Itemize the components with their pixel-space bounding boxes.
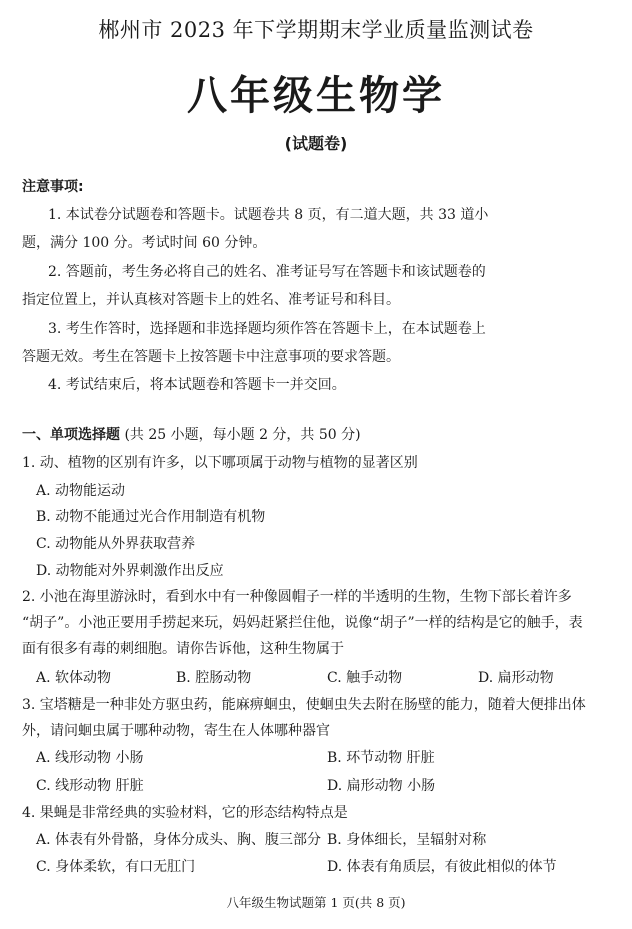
- answer-option: C. 动物能从外界获取营养: [36, 536, 196, 552]
- answer-option: B. 动物不能通过光合作用制造有机物: [36, 509, 266, 525]
- notice-line: 答题无效。考生在答题卡上按答题卡中注意事项的要求答题。: [22, 349, 400, 365]
- question-stem: “胡子”。小池正要用手捞起来玩，妈妈赶紧拦住他，说像“胡子”一样的结构是它的触手，表: [22, 615, 583, 631]
- question-stem: 面有很多有毒的刺细胞。请你告诉他，这种生物属于: [22, 641, 344, 657]
- answer-option: A. 线形动物 小肠: [36, 750, 144, 766]
- paper-type: (试题卷): [284, 134, 348, 153]
- notice-heading: 注意事项:: [22, 179, 84, 195]
- subject-title: 八年级生物学: [187, 73, 445, 119]
- notice-line: 2. 答题前，考生务必将自己的姓名、准考证号写在答题卡和该试题卷的: [48, 264, 486, 280]
- notice-line: 4. 考试结束后，将本试题卷和答题卡一并交回。: [48, 377, 346, 393]
- answer-option: C. 线形动物 肝脏: [36, 778, 144, 794]
- answer-option: D. 扁形动物: [478, 670, 554, 686]
- question-stem: 4. 果蝇是非常经典的实验材料，它的形态结构特点是: [22, 805, 348, 821]
- answer-option: A. 软体动物: [36, 670, 112, 686]
- section-heading: [22, 424, 361, 444]
- answer-option: A. 体表有外骨骼，身体分成头、胸、腹三部分: [36, 832, 322, 848]
- notice-line: 题，满分 100 分。考试时间 60 分钟。: [22, 235, 267, 251]
- question-stem: 3. 宝塔糖是一种非处方驱虫药，能麻痹蛔虫，使蛔虫失去附在肠壁的能力，随着大便排出体: [22, 697, 586, 713]
- answer-option: B. 环节动物 肝脏: [327, 750, 435, 766]
- answer-option: B. 腔肠动物: [176, 670, 252, 686]
- exam-title: 郴州市 2023 年下学期期末学业质量监测试卷: [98, 18, 534, 42]
- notice-line: 1. 本试卷分试题卷和答题卡。试题卷共 8 页，有二道大题，共 33 道小: [48, 207, 489, 223]
- answer-option: A. 动物能运动: [36, 483, 126, 499]
- section-note: (共 25 小题，每小题 2 分，共 50 分): [120, 427, 361, 443]
- notice-line: 3. 考生作答时，选择题和非选择题均须作答在答题卡上，在本试题卷上: [48, 321, 486, 337]
- notice-line: 指定位置上，并认真核对答题卡上的姓名、准考证号和科目。: [22, 292, 400, 308]
- answer-option: D. 扁形动物 小肠: [327, 778, 436, 794]
- question-stem: 2. 小池在海里游泳时，看到水中有一种像圆帽子一样的半透明的生物，生物下部长着许多: [22, 589, 572, 605]
- answer-option: C. 身体柔软，有口无肛门: [36, 859, 196, 875]
- answer-option: B. 身体细长，呈辐射对称: [327, 832, 487, 848]
- question-stem: 1. 动、植物的区别有许多，以下哪项属于动物与植物的显著区别: [22, 455, 418, 471]
- section-title: 一、单项选择题: [22, 427, 120, 443]
- page-footer: 八年级生物试题第 1 页(共 8 页): [226, 895, 406, 910]
- answer-option: D. 体表有角质层，有彼此相似的体节: [327, 859, 557, 875]
- question-stem: 外，请问蛔虫属于哪种动物，寄生在人体哪种器官: [22, 723, 330, 739]
- answer-option: C. 触手动物: [327, 670, 403, 686]
- answer-option: D. 动物能对外界刺激作出反应: [36, 563, 224, 579]
